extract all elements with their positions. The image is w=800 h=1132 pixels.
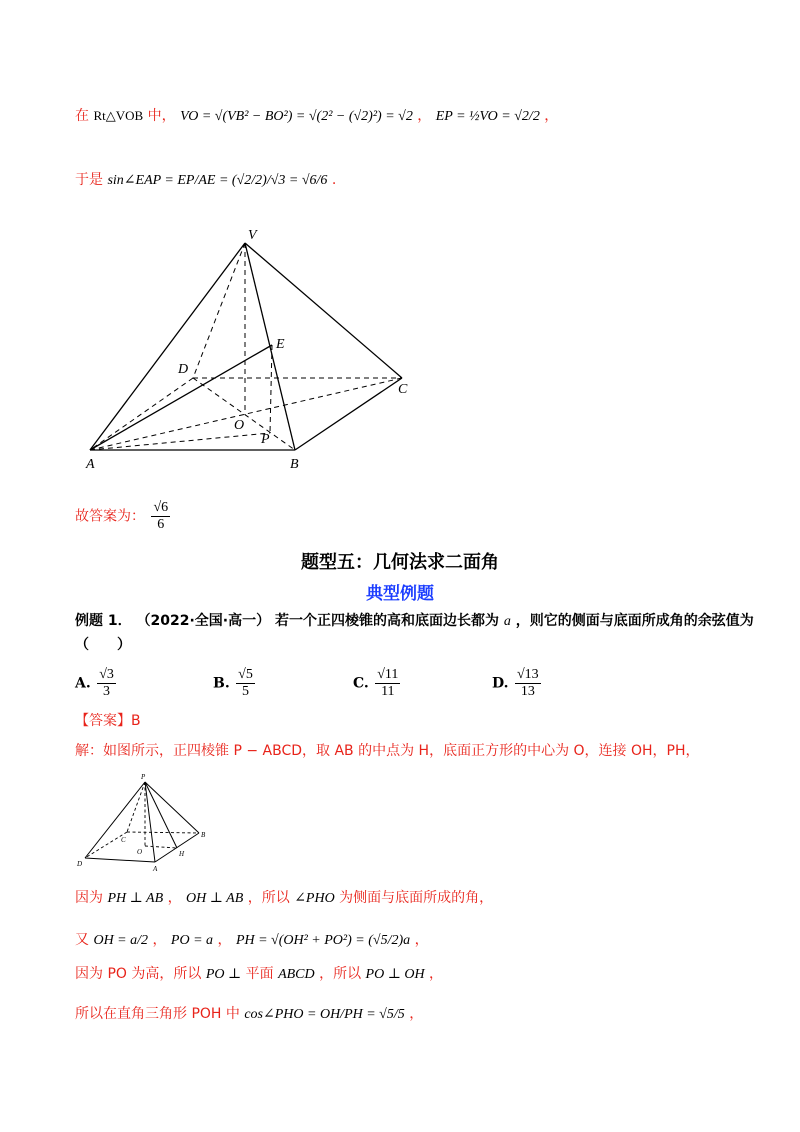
solution-line-4: [75, 964, 443, 985]
label-d: D: [77, 860, 83, 868]
text-mid: 中，: [147, 108, 176, 124]
formula-oh: OH = a/2: [93, 933, 149, 948]
line-vo-computation: [75, 106, 558, 127]
separator: ，: [417, 108, 432, 124]
option-numerator: √13: [516, 667, 539, 682]
option-letter: D.: [492, 675, 509, 692]
answer-numerator: √6: [153, 500, 169, 515]
example-source: （2022·全国·高一）: [136, 613, 271, 629]
text-segment: 因为 PO 为高，所以: [75, 966, 202, 982]
text-segment: ，: [429, 966, 444, 982]
formula-po-perp-oh: PO ⊥ OH: [365, 967, 425, 982]
pyramid-figure-1: [80, 225, 420, 475]
option-b: [213, 667, 257, 700]
example-blank: （ ）: [75, 637, 131, 653]
text-segment: ，: [152, 932, 167, 948]
option-denominator: 3: [103, 684, 111, 699]
separator: ，: [544, 108, 559, 124]
text-segment: ，: [414, 932, 429, 948]
formula-cos-pho: cos∠PHO = OH/PH = √5/5: [244, 1007, 405, 1022]
option-letter: B.: [213, 675, 230, 692]
answer-denominator: 6: [157, 517, 165, 532]
formula-ph: PH = √(OH² + PO²) = (√5/2)a: [235, 933, 411, 948]
formula-abcd: ABCD: [278, 967, 315, 982]
label-d: D: [178, 362, 189, 377]
option-numerator: √3: [99, 667, 114, 682]
example-question: [75, 611, 754, 632]
option-fraction: [236, 667, 255, 700]
option-denominator: 13: [520, 684, 535, 699]
text-segment: 因为: [75, 890, 103, 906]
option-letter: A.: [75, 675, 91, 692]
text-segment: 为侧面与底面所成的角，: [339, 890, 494, 906]
solution-line-5: [75, 1004, 423, 1025]
formula-angle-pho: ∠PHO: [294, 891, 335, 906]
option-d: [492, 667, 543, 700]
label-h: H: [179, 850, 185, 858]
label-o: O: [137, 848, 143, 856]
text-segment: ，所以: [247, 890, 290, 906]
solution-line-3: [75, 930, 429, 951]
label-p: P: [141, 773, 146, 781]
formula-ep: EP = ½VO = √2/2: [435, 109, 540, 124]
section-title: 题型五：几何法求二面角: [301, 552, 499, 573]
label-b: B: [290, 457, 299, 472]
answer-prefix: 故答案为：: [75, 508, 145, 525]
option-fraction: [515, 667, 541, 700]
option-numerator: √5: [238, 667, 253, 682]
label-c: C: [398, 382, 408, 397]
label-e: E: [276, 337, 285, 352]
answer-label: 【答案】B: [75, 713, 141, 729]
solution-line-1: 解：如图所示，正四棱锥 P − ABCD，取 AB 的中点为 H，底面正方形的中心为 O，连接 OH，PH，: [75, 743, 700, 759]
example-label: 例题 1．: [75, 613, 132, 629]
formula-po-perp: PO ⊥: [205, 967, 242, 982]
triangle-label: Rt△VOB: [93, 108, 144, 123]
option-numerator: √11: [377, 667, 399, 682]
solution-line-2: [75, 888, 493, 909]
option-fraction: [97, 667, 116, 700]
option-letter: C.: [353, 675, 369, 692]
example-text-b: ，则它的侧面与底面所成角的余弦值为: [515, 613, 754, 629]
text-segment: ，: [217, 932, 232, 948]
example-text-a: 若一个正四棱锥的高和底面边长都为: [274, 613, 499, 629]
separator: .: [331, 172, 337, 188]
label-a: A: [86, 457, 95, 472]
text-segment: ，所以: [319, 966, 362, 982]
label-o: O: [234, 418, 245, 433]
label-c: C: [121, 836, 126, 844]
text-segment: 平面: [245, 966, 274, 982]
formula-po: PO = a: [170, 933, 214, 948]
label-a: A: [153, 865, 158, 873]
line-sin-result: [75, 170, 336, 191]
option-denominator: 5: [242, 684, 250, 699]
option-denominator: 11: [381, 684, 395, 699]
text-segment: ，: [167, 890, 182, 906]
text-prefix: 于是: [75, 172, 103, 188]
text-segment: 所以在直角三角形 POH 中: [75, 1006, 240, 1022]
label-p: P: [261, 432, 270, 447]
formula-sin: sin∠EAP = EP/AE = (√2/2)/√3 = √6/6: [107, 173, 328, 188]
answer-fraction: [151, 500, 170, 533]
section-subtitle: 典型例题: [366, 584, 434, 604]
option-c: [353, 667, 402, 700]
formula-ph-perp-ab: PH ⊥ AB: [107, 891, 164, 906]
text-segment: ，: [409, 1006, 424, 1022]
formula-vo: VO = √(VB² − BO²) = √(2² − (√2)²) = √2: [180, 109, 413, 124]
example-var-a: a: [503, 614, 511, 629]
option-a: [75, 667, 118, 700]
pyramid-figure-2: [75, 770, 215, 875]
answer-line-1: [75, 500, 172, 533]
text-prefix: 在: [75, 108, 89, 124]
label-b: B: [201, 831, 206, 839]
option-fraction: [375, 667, 400, 700]
formula-oh-perp-ab: OH ⊥ AB: [186, 891, 244, 906]
label-v: V: [248, 228, 257, 243]
text-segment: 又: [75, 932, 89, 948]
